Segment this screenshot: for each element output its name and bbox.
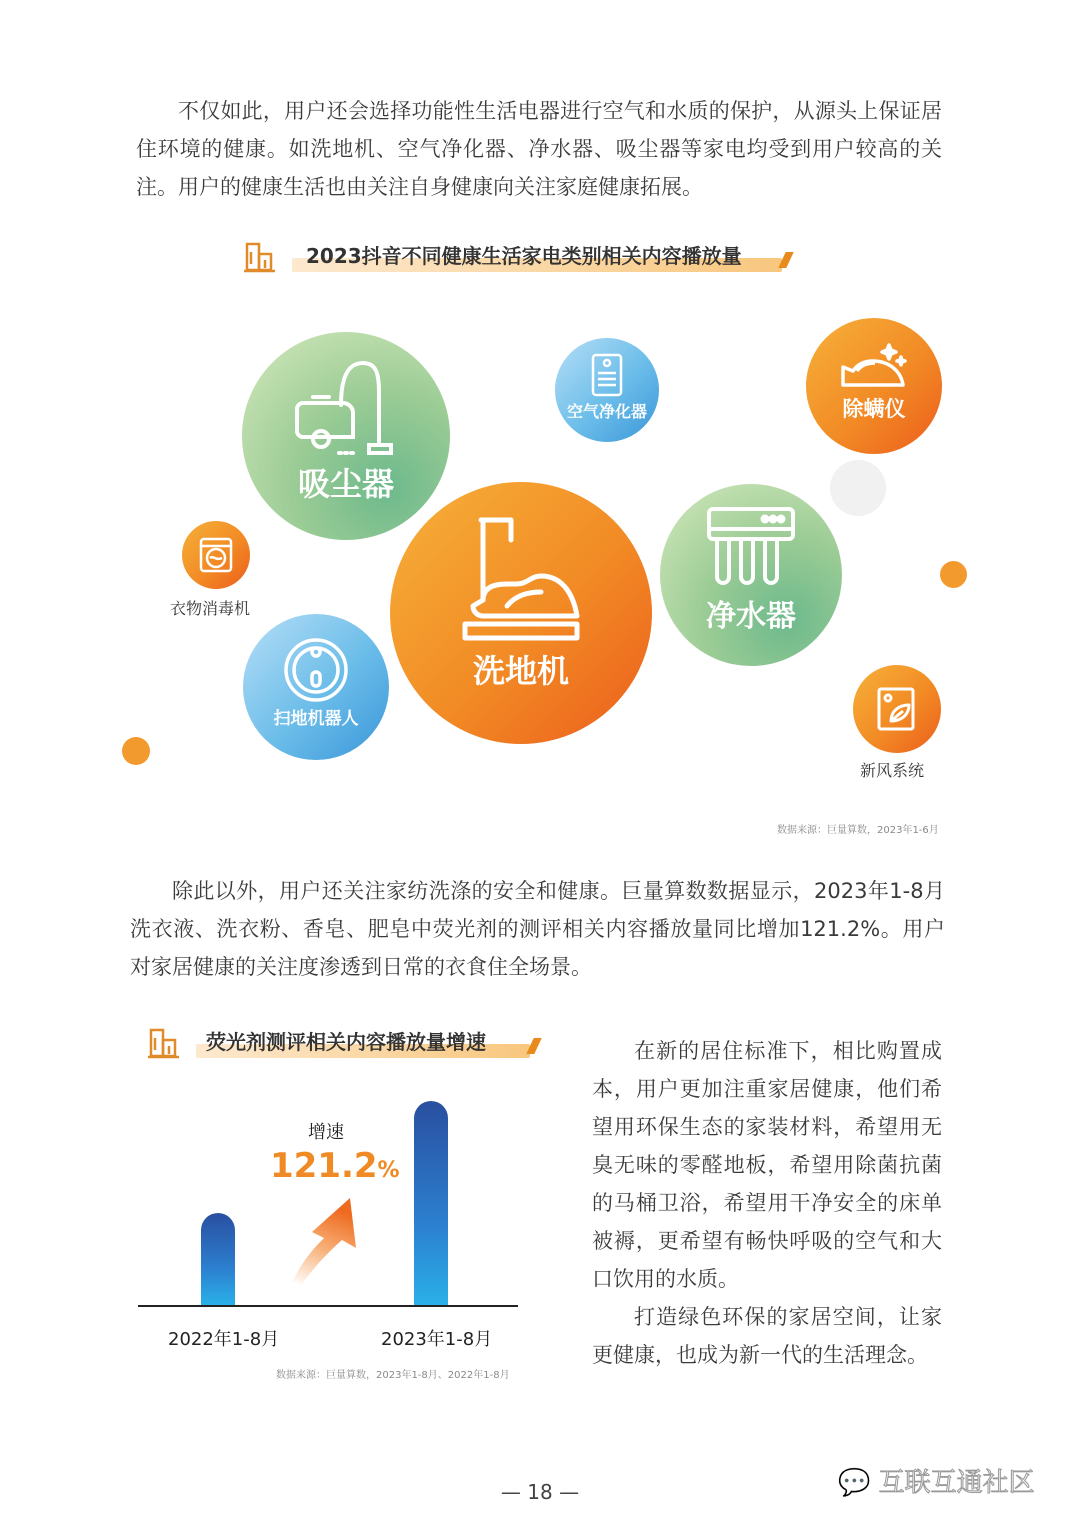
growth-value: 121.2 [270,1146,378,1186]
chart2-source: 数据来源：巨量算数，2023年1-8月、2022年1-8月 [276,1370,510,1381]
building-icon [244,240,276,274]
fresh-air-label: 新风系统 [860,761,925,780]
growth-unit: % [377,1158,400,1183]
bubble-mite-remover-label: 除螨仪 [842,397,906,421]
bubble-floor-washer-label: 洗地机 [472,652,569,690]
bubble-water-purifier [660,484,842,666]
clothes-sterilizer-label: 衣物消毒机 [170,599,251,618]
chart1-title: 2023抖音不同健康生活家电类别相关内容播放量 [306,244,742,268]
chart2-title: 荧光剂测评相关内容播放量增速 [206,1030,486,1054]
floor-washer-icon [451,512,591,652]
second-paragraph: 除此以外，用户还关注家纺洗涤的安全和健康。巨量算数数据显示，2023年1-8月洗衣液、洗衣粉、香皂、肥皂中荧光剂的测评相关内容播放量同比增加121.2%。用户对家居健康的关注度渗透到日常的衣食住全场景。 [130,879,945,979]
mite-remover-icon [837,341,911,393]
side-paragraph-1: 在新的居住标准下，相比购置成本，用户更加注重家居健康，他们希望用环保生态的家装材料，希望用无臭无味的零醛地板，希望用除菌抗菌的马桶卫浴，希望用干净安全的床单被褥，更希望有畅快呼吸的空气和大口饮用的水质。 [592,1039,942,1291]
side-paragraph-2: 打造绿色环保的家居空间，让家更健康，也成为新一代的生活理念。 [592,1305,942,1367]
water-purifier-icon [705,505,797,589]
chart1-title-block [244,238,804,278]
page-number: — 18 — [500,1480,580,1504]
bubble-robot-vacuum [243,614,389,760]
fresh-air-icon [873,685,921,733]
bubble-air-purifier-label: 空气净化器 [566,401,647,421]
watermark-text: 互联互通社区 [878,1468,1035,1498]
watermark [838,1462,1035,1499]
bubble-air-purifier [555,338,659,442]
growth-annotation [270,1146,400,1186]
robot-vacuum-icon [282,636,350,704]
bubble-clothes-sterilizer [182,521,250,589]
wechat-icon: 💬 [838,1468,871,1498]
x-axis-line [138,1305,518,1307]
building-icon [148,1026,180,1060]
decor-dot-orange-right [940,561,967,588]
chart1-source: 数据来源：巨量算数，2023年1-6月 [777,825,939,836]
x-tick-label: 2023年1-8月 [381,1329,493,1350]
bubble-robot-vacuum-label: 扫地机器人 [273,708,359,729]
bubble-fresh-air [853,665,941,753]
side-paragraph [592,1032,942,1374]
bubble-floor-washer [390,482,652,744]
vacuum-icon [291,353,401,463]
bar-2022 [201,1213,235,1305]
decor-dot-orange-left [122,737,150,765]
decor-dot-gray [830,460,886,516]
growth-label: 增速 [308,1122,344,1143]
washing-machine-icon [197,536,235,574]
growth-arrow-icon [286,1192,366,1286]
bubble-vacuum [242,332,450,540]
bubble-vacuum-label: 吸尘器 [297,465,394,503]
chart2-title-block [148,1024,548,1064]
bar-2023 [414,1101,448,1305]
bubble-mite-remover [806,318,942,454]
bubble-water-purifier-label: 净水器 [706,599,796,634]
intro-paragraph: 不仅如此，用户还会选择功能性生活电器进行空气和水质的保护，从源头上保证居住环境的健康。如洗地机、空气净化器、净水器、吸尘器等家电均受到用户较高的关注。用户的健康生活也由关注自身健康向关注家庭健康拓展。 [136,99,942,199]
air-purifier-icon [587,353,627,399]
x-tick-label: 2022年1-8月 [168,1329,280,1350]
